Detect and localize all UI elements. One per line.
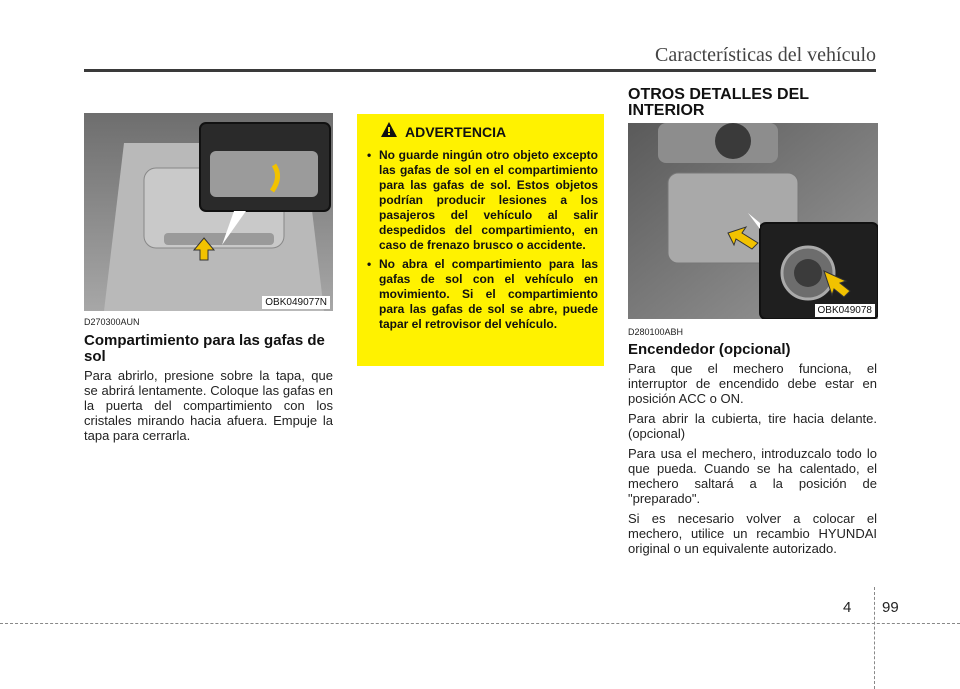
paragraph: Si es necesario volver a colocar el mechero, utilice un recambio HYUNDAI original o un equivalente autorizado. bbox=[628, 511, 877, 556]
section-body bbox=[628, 361, 877, 561]
footer-rule bbox=[0, 623, 960, 624]
paragraph: Para abrirlo, presione sobre la tapa, que se abrirá lentamente. Coloque las gafas en la puerta del compartimiento con los cristales mirando hacia afuera. Empuje la tapa para cerrarla. bbox=[84, 368, 333, 443]
section-body bbox=[84, 368, 333, 448]
chapter-number: 4 bbox=[843, 599, 852, 616]
lighter-photo bbox=[628, 123, 878, 319]
section-title: Compartimiento para las gafas de sol bbox=[84, 332, 325, 365]
running-header: Características del vehículo bbox=[654, 44, 876, 66]
section-code: D270300AUN bbox=[84, 317, 140, 327]
header-rule bbox=[84, 69, 876, 72]
image-code: OBK049078 bbox=[815, 304, 876, 317]
warning-icon bbox=[381, 122, 397, 142]
paragraph: Para abrir la cubierta, tire hacia delante. (opcional) bbox=[628, 411, 877, 441]
page-divider bbox=[874, 587, 875, 689]
paragraph: Para usa el mechero, introduzcalo todo lo que pueda. Cuando se ha calentado, el mechero saltará a la posición de "preparado". bbox=[628, 446, 877, 506]
list-item: • No abra el compartimiento para las gafas de sol con el vehículo en movimiento. Si el compartimiento para las gafas de sol se abre, puede tapar el retrovisor del vehículo. bbox=[365, 257, 598, 332]
page-number: 99 bbox=[882, 599, 899, 616]
chapter-heading: OTROS DETALLES DEL INTERIOR bbox=[628, 86, 809, 119]
warning-box bbox=[357, 114, 604, 366]
image-code: OBK049077N bbox=[262, 296, 330, 309]
section-title: Encendedor (opcional) bbox=[628, 341, 791, 358]
warning-title: ADVERTENCIA bbox=[405, 124, 507, 140]
warning-list bbox=[365, 148, 598, 332]
sunglass-holder-photo bbox=[84, 113, 333, 311]
list-item: • No guarde ningún otro objeto excepto las gafas de sol en el compartimiento para las gafas de sol. Estos objetos podrían producir lesiones a los pasajeros del vehículo al salir despedidos del compartimiento, en caso de frenazo brusco o accidente. bbox=[365, 148, 598, 253]
paragraph: Para que el mechero funciona, el interruptor de encendido debe estar en posición ACC o ON. bbox=[628, 361, 877, 406]
section-code: D280100ABH bbox=[628, 327, 684, 337]
